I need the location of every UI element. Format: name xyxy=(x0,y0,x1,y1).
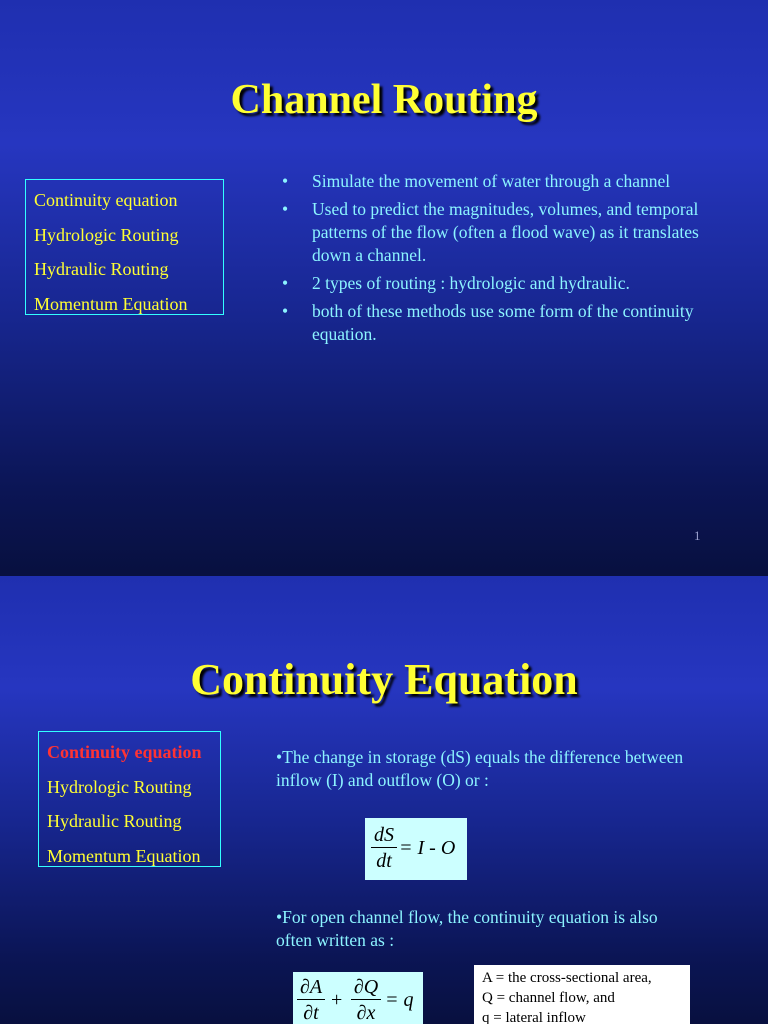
slide-continuity-equation xyxy=(0,576,768,1024)
equation-fraction xyxy=(351,976,381,1024)
menu-item-continuity-equation-active[interactable]: Continuity equation xyxy=(47,742,202,762)
equation-rhs: = q xyxy=(385,989,414,1011)
storage-equation xyxy=(365,818,467,880)
menu-item-momentum-equation[interactable]: Momentum Equation xyxy=(34,293,188,314)
bullet-text: 2 types of routing : hydrologic and hydraulic. xyxy=(312,273,630,293)
menu-item-hydrologic-routing[interactable]: Hydrologic Routing xyxy=(47,776,192,797)
equation-plus: + xyxy=(331,989,343,1011)
menu-item-continuity-equation[interactable]: Continuity equation xyxy=(34,190,178,210)
definition-line: Q = channel flow, and xyxy=(482,990,615,1006)
equation-rhs: = I - O xyxy=(399,837,456,859)
definition-line: q = lateral inflow xyxy=(482,1010,586,1024)
menu-item-hydraulic-routing[interactable]: Hydraulic Routing xyxy=(47,811,182,831)
page-number: 1 xyxy=(694,528,701,543)
slide-title: Channel Routing xyxy=(230,77,538,123)
topic-menu xyxy=(25,179,224,315)
bullet-marker: • xyxy=(282,301,289,321)
topic-menu xyxy=(38,731,221,867)
open-channel-continuity-equation xyxy=(293,972,423,1024)
bullet-item xyxy=(280,272,720,295)
bullet-item xyxy=(280,300,720,346)
bullet-marker: • xyxy=(282,171,289,191)
definition-line: A = the cross-sectional area, xyxy=(482,970,652,986)
bullet-marker: • xyxy=(282,199,289,219)
fraction-denominator: ∂t xyxy=(303,1002,319,1024)
bullet-text: Simulate the movement of water through a channel xyxy=(312,171,671,191)
bullet-item xyxy=(280,170,720,193)
equation-fraction xyxy=(371,824,397,872)
bullet-list xyxy=(280,170,720,351)
menu-item-hydrologic-routing[interactable]: Hydrologic Routing xyxy=(34,224,179,245)
bullet-text: Used to predict the magnitudes, volumes, and temporal patterns of the flow (often a flood wave) as it translates down a channel. xyxy=(312,199,699,265)
fraction-denominator: ∂x xyxy=(356,1002,376,1024)
menu-item-momentum-equation[interactable]: Momentum Equation xyxy=(47,845,201,866)
fraction-denominator: dt xyxy=(376,850,392,872)
equation-fraction xyxy=(297,976,325,1024)
bullet-marker: • xyxy=(282,273,289,293)
bullet-text: both of these methods use some form of the continuity equation. xyxy=(312,301,694,344)
bullet-item xyxy=(280,198,720,267)
menu-item-hydraulic-routing[interactable]: Hydraulic Routing xyxy=(34,259,169,279)
storage-change-text: •The change in storage (dS) equals the difference between inflow (I) and outflow (O) or : xyxy=(276,747,684,790)
fraction-numerator: ∂Q xyxy=(353,976,379,998)
slide-title: Continuity Equation xyxy=(190,655,578,704)
fraction-numerator: dS xyxy=(374,824,394,846)
fraction-numerator: ∂A xyxy=(299,976,323,998)
variable-definitions xyxy=(474,965,690,1024)
open-channel-text: •For open channel flow, the continuity equation is also often written as : xyxy=(276,907,658,950)
